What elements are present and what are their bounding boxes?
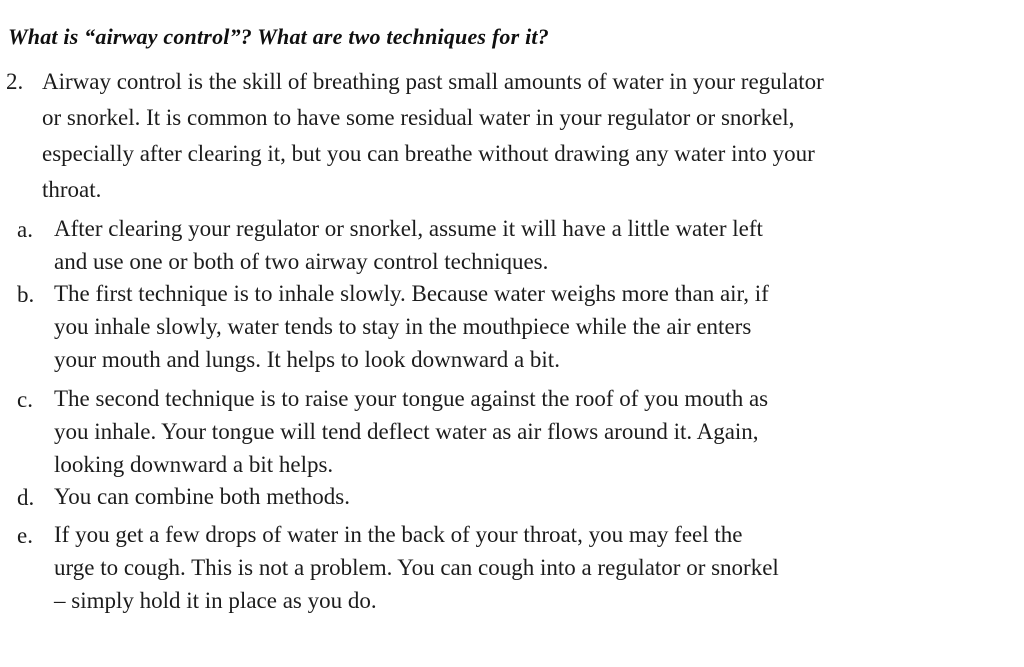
list-item-a [0, 212, 840, 278]
list-text-e: If you get a few drops of water in the back of your throat, you may feel the urge to cough. This is not a problem. You can cough into a regulator or snorkel – simply hold it in place as you do. [54, 522, 779, 613]
list-marker-d: d. [17, 485, 35, 510]
list-text-b: The first technique is to inhale slowly. Because water weighs more than air, if you inhale slowly, water tends to stay in the mouthpiece while the air enters your mouth and lungs. It helps to look downward a bit. [54, 281, 769, 372]
list-text-d: You can combine both methods. [54, 484, 351, 509]
answer-text: Airway control is the skill of breathing past small amounts of water in your regulator or snorkel. It is common to have some residual water in your regulator or snorkel, especially after clearing it, but you can breathe without drawing any water into your throat. [42, 69, 824, 202]
question-heading: What is “airway control”? What are two techniques for it? [8, 24, 549, 49]
list-marker-e: e. [17, 523, 33, 548]
list-text-c: The second technique is to raise your tongue against the roof of you mouth as you inhale. Your tongue will tend deflect water as air flows around it. Again, looking downward a bit helps. [54, 386, 769, 477]
answer-number: 2. [6, 69, 24, 94]
list-marker-b: b. [17, 282, 35, 307]
answer-block [0, 64, 840, 613]
list-item-e [0, 518, 840, 617]
list-text-a: After clearing your regulator or snorkel, assume it will have a little water left and use one or both of two airway control techniques. [54, 216, 763, 274]
list-item-c [0, 382, 840, 481]
list-marker-a: a. [17, 217, 33, 242]
list-marker-c: c. [17, 387, 33, 412]
answer-item-2 [0, 64, 840, 208]
list-item-b [0, 277, 840, 376]
list-item-d [0, 480, 840, 513]
